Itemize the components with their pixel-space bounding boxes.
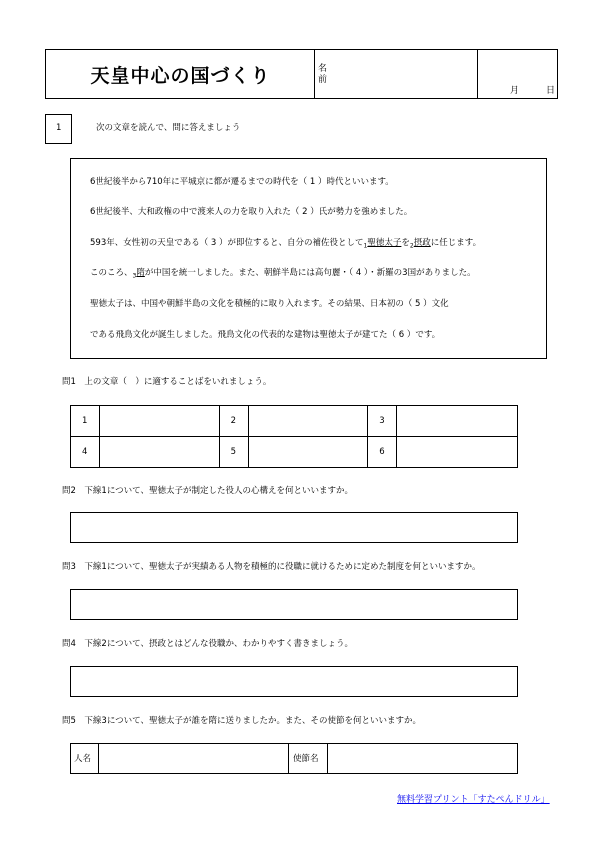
passage-line-2: 6世紀後半、大和政権の中で渡来人の力を取り入れた（ 2 ）氏が勢力を強めました。: [90, 207, 413, 217]
passage-line-4-a: このころ、: [90, 268, 133, 278]
passage-line-4: [90, 268, 476, 282]
question-5: 問5 下線3について、聖徳太子が誰を隋に送りましたか。また、その使節を何といいますか。: [62, 716, 421, 726]
answer-cell-3[interactable]: [397, 406, 518, 437]
answer-number-3: 3: [368, 406, 397, 437]
footer-link[interactable]: 無料学習プリント「すたぺんドリル」: [397, 795, 550, 805]
page-title: 天皇中心の国づくり: [90, 64, 271, 87]
underline-marker-3: 3: [132, 272, 137, 280]
label-person: 人名: [74, 754, 92, 764]
header-divider-2: [477, 49, 478, 99]
passage-line-4-b: が中国を統一しました。また、朝鮮半島には高句麗・（ 4 ）・新羅の3国がありました。: [144, 268, 476, 278]
section-number: 1: [56, 123, 62, 133]
passage-line-5: 聖徳太子は、中国や朝鮮半島の文化を積極的に取り入れます。その結果、日本初の（ 5 ）文化: [90, 299, 449, 309]
day-label: 日: [546, 86, 556, 96]
answer-cell-1[interactable]: [99, 406, 219, 437]
month-label: 月: [510, 86, 520, 96]
underlined-sessho: 摂政: [413, 238, 431, 248]
passage-line-3-c: に任じます。: [430, 238, 482, 248]
underlined-shotoku-taishi: 聖徳太子: [367, 238, 402, 248]
person-name-field[interactable]: [100, 745, 286, 772]
answer-cell-6[interactable]: [397, 437, 518, 468]
q5-divider-1: [98, 743, 99, 774]
answer-box-q4[interactable]: [70, 666, 518, 697]
answer-number-5: 5: [219, 437, 248, 468]
question-2: 問2 下線1について、聖徳太子が制定した役人の心構えを何といいますか。: [62, 486, 353, 496]
passage-line-3: [90, 238, 481, 252]
answer-box-q2[interactable]: [70, 512, 518, 543]
passage-box: [70, 158, 547, 359]
answer-number-6: 6: [368, 437, 397, 468]
question-4: 問4 下線2について、摂政とはどんな役職か、わかりやすく書きましょう。: [62, 639, 353, 649]
passage-line-6: である飛鳥文化が誕生しました。飛鳥文化の代表的な建物は聖徳太子が建てた（ 6 ）です。: [90, 330, 441, 340]
question-3: 問3 下線1について、聖徳太子が実績ある人物を積極的に役職に就けるために定めた制度を何といいますか。: [62, 562, 481, 572]
answer-cell-5[interactable]: [248, 437, 368, 468]
name-label: 名 前: [318, 64, 328, 85]
answer-cell-4[interactable]: [99, 437, 219, 468]
section-instruction: 次の文章を読んで、問に答えましょう: [96, 123, 241, 133]
envoy-name-field[interactable]: [329, 745, 516, 772]
answer-cell-2[interactable]: [248, 406, 368, 437]
underline-marker-2: 2: [409, 242, 414, 250]
answer-grid: [70, 405, 518, 468]
underline-marker-1: 1: [363, 242, 368, 250]
answer-number-4: 4: [71, 437, 100, 468]
question-1: 問1 上の文章（ ）に適することばをいれましょう。: [62, 377, 272, 387]
name-field[interactable]: [330, 51, 475, 97]
answer-number-2: 2: [219, 406, 248, 437]
underlined-sui: 隋: [136, 268, 145, 278]
answer-number-1: 1: [71, 406, 100, 437]
passage-line-3-a: 593年、女性初の天皇である（ 3 ）が即位すると、自分の補佐役として: [90, 238, 364, 248]
passage-line-3-b: を: [401, 238, 410, 248]
header-divider-1: [314, 49, 315, 99]
answer-box-q3[interactable]: [70, 589, 518, 620]
q5-divider-2: [288, 743, 289, 774]
passage-line-1: 6世紀後半から710年に平城京に都が遷るまでの時代を（ 1 ）時代といいます。: [90, 177, 394, 187]
q5-divider-3: [327, 743, 328, 774]
label-envoy: 使節名: [293, 754, 319, 764]
